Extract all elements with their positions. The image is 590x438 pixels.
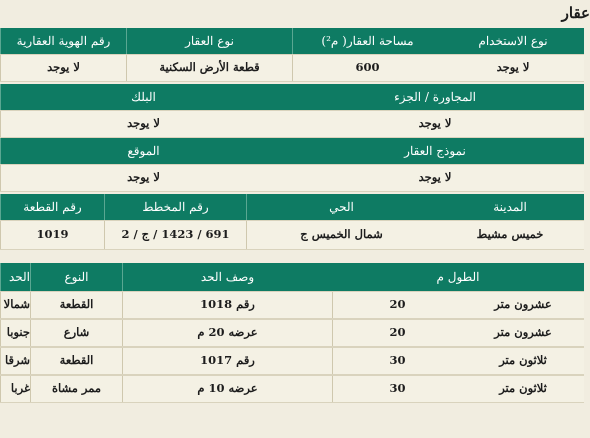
- bound-description: عرضه 10 م: [122, 376, 332, 402]
- bound-length-text: ثلاثون متر: [499, 381, 547, 396]
- value-usage-type: لا يوجد: [496, 60, 530, 75]
- bound-length-text: ثلاثون متر: [499, 353, 547, 368]
- value-neighborhood-part: لا يوجد: [418, 116, 452, 131]
- header-neighborhood-part: المجاورة / الجزء: [394, 90, 476, 104]
- header-property-type: نوع العقار: [126, 28, 292, 54]
- plot-value-row: [0, 220, 584, 250]
- header-bound-type: النوع: [30, 263, 122, 291]
- property-info-header-row: [0, 28, 584, 54]
- bounds-header-row: [0, 263, 584, 291]
- bound-direction: شمالا: [0, 292, 30, 318]
- block-value-row: [0, 110, 584, 138]
- header-plan-number: رقم المخطط: [104, 194, 246, 220]
- bound-length-number: 30: [332, 348, 462, 374]
- value-property-area: 600: [292, 55, 442, 81]
- bound-type: القطعة: [30, 348, 122, 374]
- header-usage-type: نوع الاستخدام: [478, 34, 548, 48]
- page-title: عقار: [561, 4, 590, 22]
- value-plan-number: 691 / 1423 / ج / 2: [104, 221, 246, 249]
- header-length: الطول م: [436, 270, 480, 284]
- bound-length-number: 20: [332, 292, 462, 318]
- header-direction: الحد: [0, 263, 30, 291]
- block-header-row: [0, 84, 584, 110]
- bound-row: [0, 375, 584, 403]
- header-property-id: رقم الهوية العقارية: [0, 28, 126, 54]
- value-property-type: قطعة الأرض السكنية: [126, 55, 292, 81]
- bound-type: القطعة: [30, 292, 122, 318]
- property-info-value-row: [0, 54, 584, 82]
- value-property-model: لا يوجد: [418, 170, 452, 185]
- header-plot-number: رقم القطعة: [0, 194, 104, 220]
- value-city: خميس مشيط: [476, 227, 544, 242]
- bound-row: [0, 291, 584, 319]
- header-location: الموقع: [0, 138, 286, 164]
- plot-header-row: [0, 194, 584, 220]
- bound-description: رقم 1017: [122, 348, 332, 374]
- header-property-area: مساحة العقار( م²): [292, 28, 442, 54]
- header-block: البلك: [0, 84, 286, 110]
- value-district: شمال الخميس ج: [246, 221, 436, 249]
- value-block: لا يوجد: [0, 111, 286, 137]
- bound-row: [0, 347, 584, 375]
- location-value-row: [0, 164, 584, 192]
- value-property-id: لا يوجد: [0, 55, 126, 81]
- bound-length-number: 30: [332, 376, 462, 402]
- header-district: الحي: [246, 194, 436, 220]
- bound-type: ممر مشاة: [30, 376, 122, 402]
- bound-type: شارع: [30, 320, 122, 346]
- header-property-model: نموذج العقار: [404, 144, 466, 158]
- bound-length-text: عشرون متر: [494, 325, 552, 340]
- bound-length-text: عشرون متر: [494, 297, 552, 312]
- location-header-row: [0, 138, 584, 164]
- bound-row: [0, 319, 584, 347]
- value-location: لا يوجد: [0, 165, 286, 191]
- bound-length-number: 20: [332, 320, 462, 346]
- bound-direction: جنوبا: [0, 320, 30, 346]
- header-city: المدينة: [493, 200, 527, 214]
- bound-description: رقم 1018: [122, 292, 332, 318]
- bound-direction: شرقا: [0, 348, 30, 374]
- header-bound-description: وصف الحد: [122, 263, 332, 291]
- bound-description: عرضه 20 م: [122, 320, 332, 346]
- value-plot-number: 1019: [0, 221, 104, 249]
- bound-direction: غربا: [0, 376, 30, 402]
